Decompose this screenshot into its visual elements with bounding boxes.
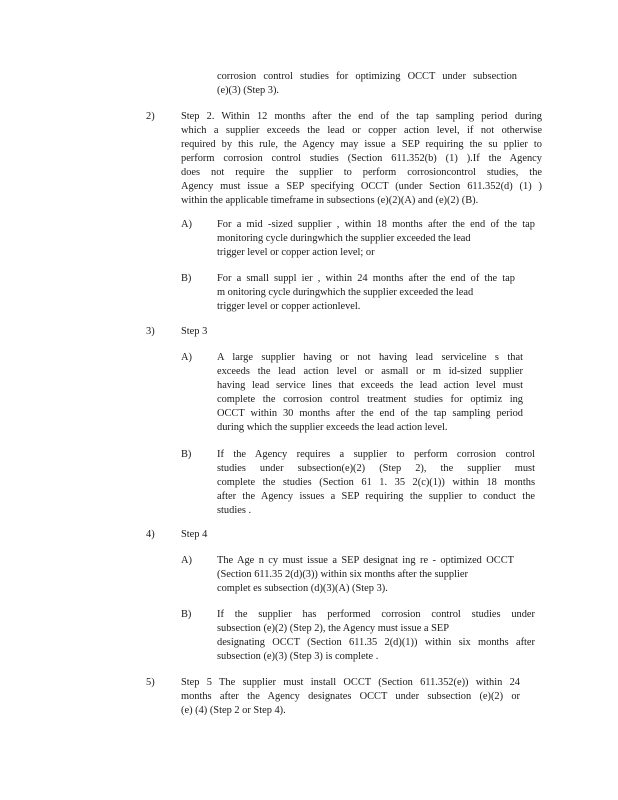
text-line: If the supplier has performed corrosion control studies under (217, 609, 535, 620)
text-line: (e)(3) (Step 3). (217, 85, 280, 96)
item-paragraph (181, 325, 207, 339)
item-number: 5) (146, 677, 155, 688)
text-line: Step 4 (181, 529, 208, 540)
text-line: corrosion control studies for optimizing OCCT under subsection (217, 71, 517, 82)
text-line: subsection (e)(2) (Step 2), the Agency must issue a SEP (217, 623, 450, 634)
subitem-letter: B) (181, 449, 192, 460)
text-line: designating OCCT (Section 611.35 2(d)(1)) within six months after (217, 637, 535, 648)
text-line: If the Agency requires a supplier to perform corrosion control (217, 449, 535, 460)
text-line: The Age n cy must issue a SEP designat ing re - optimized OCCT (217, 555, 514, 566)
subitem-paragraph (217, 554, 514, 596)
text-line: exceeds the lead action level or asmall or m id-sized supplier (217, 366, 523, 377)
text-line: trigger level or copper action level; or (217, 247, 375, 258)
text-line: Agency must issue a SEP specifying OCCT (under Section 611.352(d) (1) ) (181, 181, 542, 192)
text-line: perform corrosion control studies (Section 611.352(b) (1) ).If the Agency (181, 153, 542, 164)
subitem-paragraph (217, 351, 523, 435)
item-paragraph (181, 676, 520, 718)
text-line: does not require the supplier to perform corrosioncontrol studies, the (181, 167, 542, 178)
text-line: months after the Agency designates OCCT under subsection (e)(2) or (181, 691, 520, 702)
subitem-letter: A) (181, 352, 192, 363)
text-line: studies . (217, 505, 252, 516)
text-line: (Section 611.35 2(d)(3)) within six months after the supplier (217, 569, 468, 580)
subitem-paragraph (217, 448, 535, 518)
text-line: trigger level or copper actionlevel. (217, 301, 361, 312)
text-line: Step 2. Within 12 months after the end of the tap sampling period during (181, 111, 542, 122)
text-line: For a mid -sized supplier , within 18 months after the end of the tap (217, 219, 535, 230)
text-line: after the Agency issues a SEP requiring the supplier to conduct the (217, 491, 535, 502)
subitem-paragraph (217, 608, 535, 664)
continuation-paragraph (217, 70, 517, 98)
text-line: Step 3 (181, 326, 208, 337)
subitem-letter: A) (181, 219, 192, 230)
text-line: having lead service lines that exceeds the lead action level must (217, 380, 523, 391)
text-line: For a small suppl ier , within 24 months after the end of the tap (217, 273, 515, 284)
text-line: complete the studies (Section 61 1. 35 2(c)(1)) within 18 months (217, 477, 535, 488)
text-line: which a supplier exceeds the lead or copper action level, if not otherwise (181, 125, 542, 136)
text-line: complet es subsection (d)(3)(A) (Step 3). (217, 583, 388, 594)
text-line: complete the corrosion control treatment studies for optimiz ing (217, 394, 523, 405)
text-line: monitoring cycle duringwhich the supplier exceeded the lead (217, 233, 471, 244)
item-paragraph (181, 528, 207, 542)
item-number: 3) (146, 326, 155, 337)
text-line: required by this rule, the Agency may issue a SEP requiring the su pplier to (181, 139, 542, 150)
text-line: A large supplier having or not having lead serviceline s that (217, 352, 523, 363)
text-line: (e) (4) (Step 2 or Step 4). (181, 705, 286, 716)
text-line: Step 5 The supplier must install OCCT (Section 611.352(e)) within 24 (181, 677, 520, 688)
text-line: m onitoring cycle duringwhich the supplier exceeded the lead (217, 287, 474, 298)
text-line: OCCT within 30 months after the end of the tap sampling period (217, 408, 523, 419)
item-number: 2) (146, 111, 155, 122)
subitem-letter: B) (181, 609, 192, 620)
subitem-paragraph (217, 272, 515, 314)
text-line: within the applicable timeframe in subsections (e)(2)(A) and (e)(2) (B). (181, 195, 479, 206)
text-line: during which the supplier exceeds the lead action level. (217, 422, 448, 433)
subitem-letter: B) (181, 273, 192, 284)
subitem-paragraph (217, 218, 535, 260)
text-line: subsection (e)(3) (Step 3) is complete . (217, 651, 379, 662)
item-number: 4) (146, 529, 155, 540)
subitem-letter: A) (181, 555, 192, 566)
text-line: studies under subsection(e)(2) (Step 2), the supplier must (217, 463, 535, 474)
item-paragraph (181, 110, 542, 208)
